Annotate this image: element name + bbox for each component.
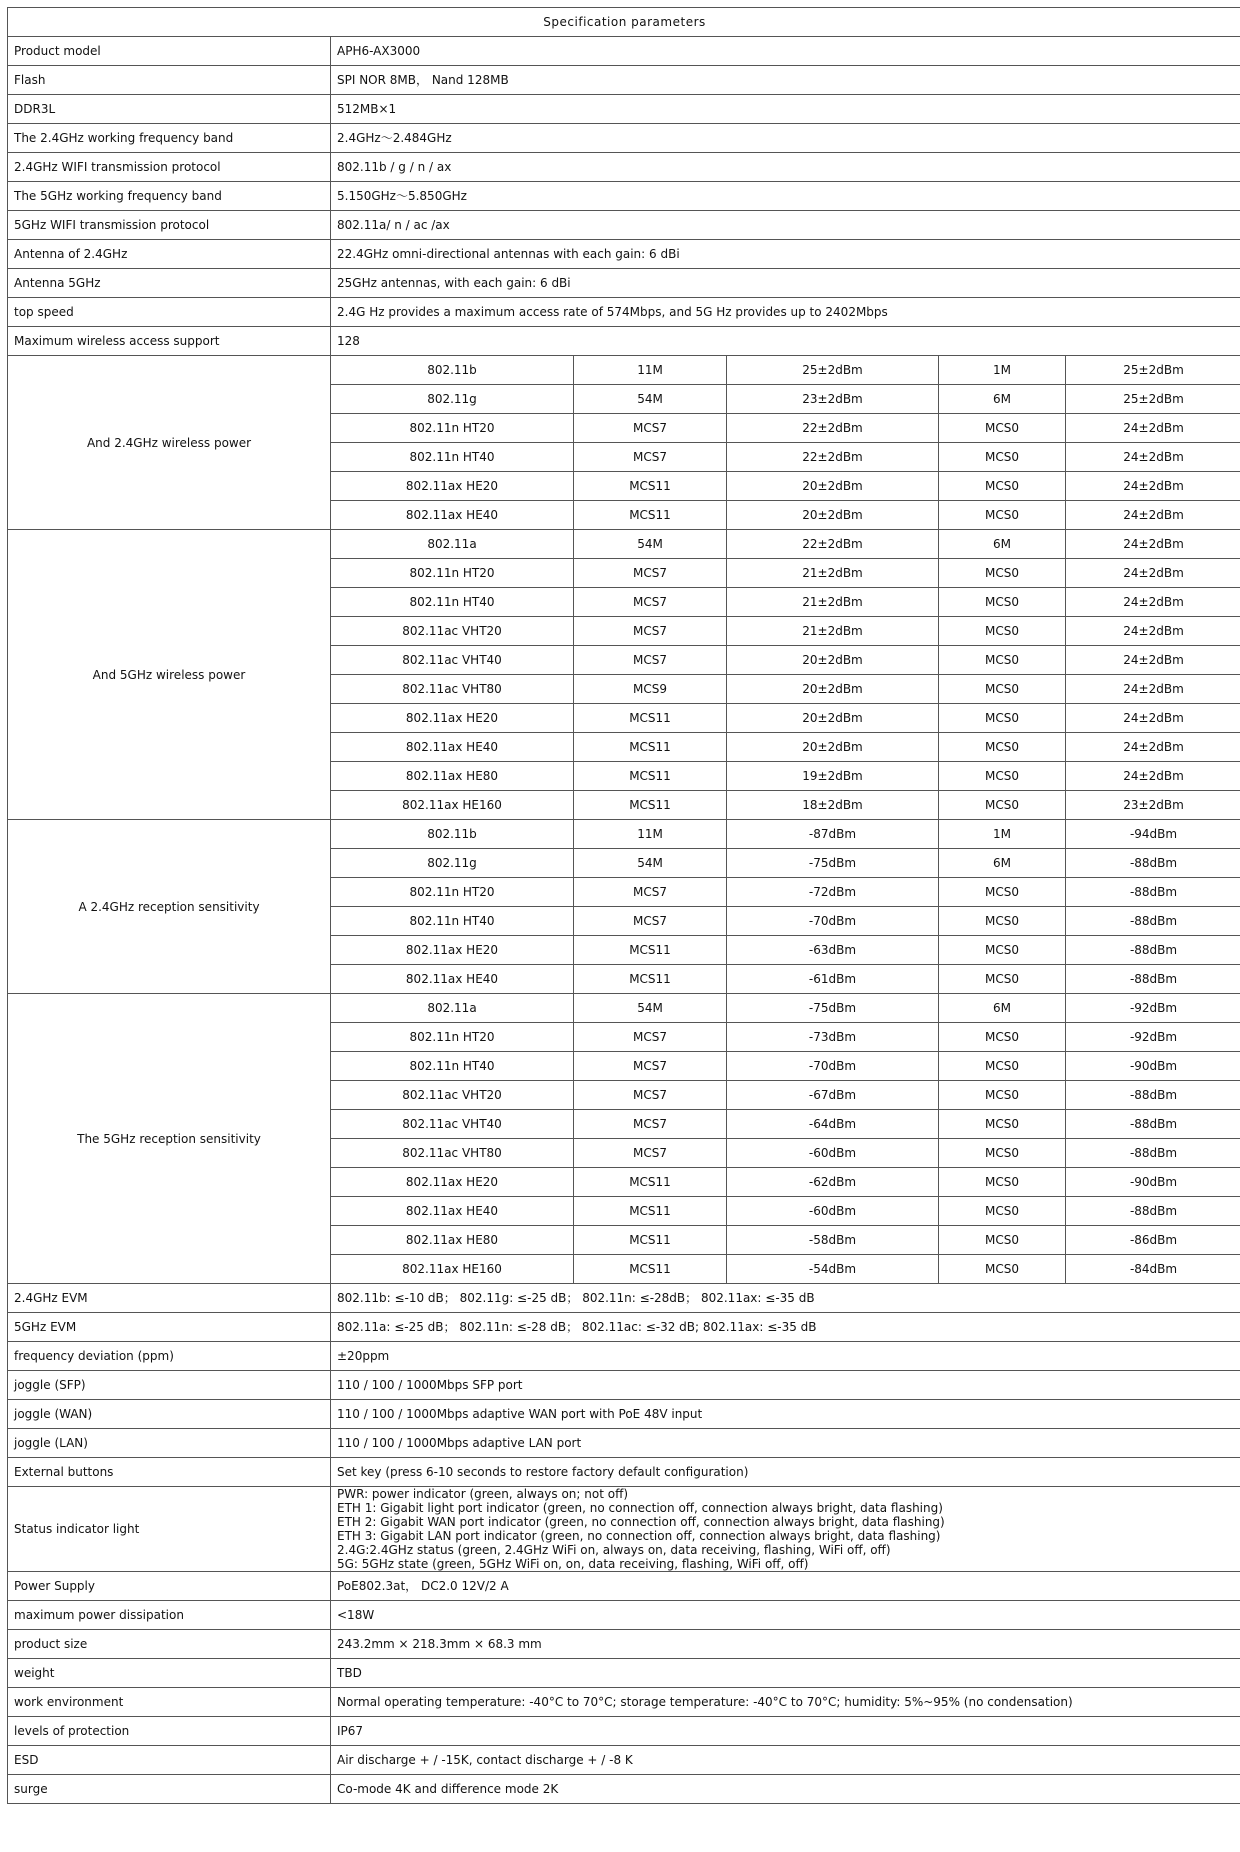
rate-cell: MCS7 bbox=[574, 907, 727, 936]
spec-value: 802.11b / g / n / ax bbox=[331, 153, 1240, 182]
mode-cell: 802.11ax HE40 bbox=[331, 733, 574, 762]
level-low-cell: 24±2dBm bbox=[1066, 414, 1240, 443]
rate-cell: MCS7 bbox=[574, 617, 727, 646]
rate-low-cell: MCS0 bbox=[939, 414, 1066, 443]
spec-label: joggle (LAN) bbox=[8, 1429, 331, 1458]
spec-row bbox=[8, 1688, 1240, 1717]
level-cell: 25±2dBm bbox=[727, 356, 939, 385]
spec-label: External buttons bbox=[8, 1458, 331, 1487]
rate-cell: MCS11 bbox=[574, 733, 727, 762]
mode-cell: 802.11n HT40 bbox=[331, 588, 574, 617]
spec-value: APH6-AX3000 bbox=[331, 37, 1240, 66]
rate-cell: MCS11 bbox=[574, 1226, 727, 1255]
level-low-cell: 24±2dBm bbox=[1066, 617, 1240, 646]
level-cell: 20±2dBm bbox=[727, 501, 939, 530]
mode-cell: 802.11ax HE160 bbox=[331, 1255, 574, 1284]
spec-label: 2.4GHz WIFI transmission protocol bbox=[8, 153, 331, 182]
level-low-cell: 25±2dBm bbox=[1066, 356, 1240, 385]
spec-label: Product model bbox=[8, 37, 331, 66]
spec-row bbox=[8, 1371, 1240, 1400]
level-cell: -64dBm bbox=[727, 1110, 939, 1139]
spec-row bbox=[8, 1601, 1240, 1630]
spec-value: ±20ppm bbox=[331, 1342, 1240, 1371]
mode-cell: 802.11b bbox=[331, 820, 574, 849]
status-line: ETH 2: Gigabit WAN port indicator (green, no connection off, connection always bright, data flashing) bbox=[337, 1515, 945, 1529]
mode-cell: 802.11n HT20 bbox=[331, 878, 574, 907]
mode-cell: 802.11ax HE20 bbox=[331, 704, 574, 733]
level-low-cell: 24±2dBm bbox=[1066, 443, 1240, 472]
spec-row bbox=[8, 153, 1240, 182]
mode-cell: 802.11ac VHT80 bbox=[331, 675, 574, 704]
status-line: ETH 1: Gigabit light port indicator (green, no connection off, connection always bright, data flashing) bbox=[337, 1501, 943, 1515]
spec-label: joggle (SFP) bbox=[8, 1371, 331, 1400]
spec-label: Maximum wireless access support bbox=[8, 327, 331, 356]
spec-row bbox=[8, 1342, 1240, 1371]
rate-cell: 54M bbox=[574, 994, 727, 1023]
rate-cell: MCS11 bbox=[574, 762, 727, 791]
spec-value: TBD bbox=[331, 1659, 1240, 1688]
level-low-cell: -92dBm bbox=[1066, 994, 1240, 1023]
level-cell: -54dBm bbox=[727, 1255, 939, 1284]
rate-cell: MCS11 bbox=[574, 1255, 727, 1284]
spec-row bbox=[8, 269, 1240, 298]
mode-cell: 802.11n HT40 bbox=[331, 443, 574, 472]
level-cell: -60dBm bbox=[727, 1197, 939, 1226]
level-cell: -72dBm bbox=[727, 878, 939, 907]
spec-value: 110 / 100 / 1000Mbps SFP port bbox=[331, 1371, 1240, 1400]
level-cell: 22±2dBm bbox=[727, 443, 939, 472]
rate-low-cell: 6M bbox=[939, 385, 1066, 414]
rate-cell: MCS11 bbox=[574, 791, 727, 820]
level-cell: -70dBm bbox=[727, 1052, 939, 1081]
mode-cell: 802.11ac VHT20 bbox=[331, 1081, 574, 1110]
spec-row bbox=[8, 124, 1240, 153]
rate-low-cell: MCS0 bbox=[939, 704, 1066, 733]
spec-row bbox=[8, 1659, 1240, 1688]
level-cell: -75dBm bbox=[727, 994, 939, 1023]
spec-label: The 2.4GHz working frequency band bbox=[8, 124, 331, 153]
title-row bbox=[8, 8, 1240, 37]
mode-cell: 802.11ax HE80 bbox=[331, 1226, 574, 1255]
mode-cell: 802.11n HT20 bbox=[331, 1023, 574, 1052]
level-cell: -62dBm bbox=[727, 1168, 939, 1197]
level-cell: -67dBm bbox=[727, 1081, 939, 1110]
rate-low-cell: 6M bbox=[939, 849, 1066, 878]
rate-low-cell: MCS0 bbox=[939, 1168, 1066, 1197]
level-cell: 20±2dBm bbox=[727, 472, 939, 501]
spec-value: 25GHz antennas, with each gain: 6 dBi bbox=[331, 269, 1240, 298]
level-cell: 20±2dBm bbox=[727, 675, 939, 704]
level-low-cell: -88dBm bbox=[1066, 1139, 1240, 1168]
status-row bbox=[8, 1487, 1240, 1572]
level-low-cell: 24±2dBm bbox=[1066, 646, 1240, 675]
spec-value: 110 / 100 / 1000Mbps adaptive WAN port with PoE 48V input bbox=[331, 1400, 1240, 1429]
group-label: And 5GHz wireless power bbox=[8, 530, 331, 820]
level-low-cell: 24±2dBm bbox=[1066, 559, 1240, 588]
level-cell: 20±2dBm bbox=[727, 646, 939, 675]
rate-low-cell: 6M bbox=[939, 530, 1066, 559]
level-low-cell: -88dBm bbox=[1066, 1081, 1240, 1110]
spec-value: 2.4G Hz provides a maximum access rate of 574Mbps, and 5G Hz provides up to 2402Mbps bbox=[331, 298, 1240, 327]
spec-value: SPI NOR 8MB， Nand 128MB bbox=[331, 66, 1240, 95]
spec-label: top speed bbox=[8, 298, 331, 327]
spec-row bbox=[8, 1284, 1240, 1313]
spec-row bbox=[8, 211, 1240, 240]
rate-low-cell: MCS0 bbox=[939, 1110, 1066, 1139]
rate-cell: MCS7 bbox=[574, 1110, 727, 1139]
status-line: 2.4G:2.4GHz status (green, 2.4GHz WiFi on, always on, data receiving, flashing, WiFi off, off) bbox=[337, 1543, 891, 1557]
level-cell: 21±2dBm bbox=[727, 617, 939, 646]
spec-label: 5GHz EVM bbox=[8, 1313, 331, 1342]
level-low-cell: 24±2dBm bbox=[1066, 501, 1240, 530]
mode-cell: 802.11g bbox=[331, 385, 574, 414]
spec-row bbox=[8, 182, 1240, 211]
group-label: A 2.4GHz reception sensitivity bbox=[8, 820, 331, 994]
status-line: PWR: power indicator (green, always on; not off) bbox=[337, 1487, 629, 1501]
level-low-cell: -88dBm bbox=[1066, 878, 1240, 907]
spec-value: 22.4GHz omni-directional antennas with each gain: 6 dBi bbox=[331, 240, 1240, 269]
rate-low-cell: MCS0 bbox=[939, 907, 1066, 936]
rate-low-cell: MCS0 bbox=[939, 965, 1066, 994]
mode-cell: 802.11ax HE20 bbox=[331, 936, 574, 965]
spec-value: 2.4GHz～2.484GHz bbox=[331, 124, 1240, 153]
spec-label: DDR3L bbox=[8, 95, 331, 124]
spec-label: surge bbox=[8, 1775, 331, 1804]
spec-row bbox=[8, 1400, 1240, 1429]
level-low-cell: -88dBm bbox=[1066, 1110, 1240, 1139]
level-cell: 20±2dBm bbox=[727, 704, 939, 733]
status-label: Status indicator light bbox=[8, 1487, 331, 1572]
rate-low-cell: MCS0 bbox=[939, 443, 1066, 472]
level-low-cell: 24±2dBm bbox=[1066, 733, 1240, 762]
spec-label: The 5GHz working frequency band bbox=[8, 182, 331, 211]
rate-cell: MCS9 bbox=[574, 675, 727, 704]
spec-label: Antenna of 2.4GHz bbox=[8, 240, 331, 269]
spec-row bbox=[8, 37, 1240, 66]
spec-row bbox=[8, 66, 1240, 95]
level-cell: 21±2dBm bbox=[727, 559, 939, 588]
spec-value: 5.150GHz～5.850GHz bbox=[331, 182, 1240, 211]
rate-cell: MCS7 bbox=[574, 443, 727, 472]
mode-cell: 802.11b bbox=[331, 356, 574, 385]
spec-value: 802.11a/ n / ac /ax bbox=[331, 211, 1240, 240]
rate-cell: 11M bbox=[574, 820, 727, 849]
group-row bbox=[8, 994, 1240, 1023]
mode-cell: 802.11ax HE20 bbox=[331, 1168, 574, 1197]
level-low-cell: -92dBm bbox=[1066, 1023, 1240, 1052]
group-label: The 5GHz reception sensitivity bbox=[8, 994, 331, 1284]
rate-cell: MCS7 bbox=[574, 1139, 727, 1168]
spec-row bbox=[8, 1572, 1240, 1601]
mode-cell: 802.11ax HE40 bbox=[331, 501, 574, 530]
rate-low-cell: MCS0 bbox=[939, 733, 1066, 762]
spec-value: Normal operating temperature: -40°C to 70°C; storage temperature: -40°C to 70°C; humidity: 5%~95% (no condensation) bbox=[331, 1688, 1240, 1717]
spec-label: Flash bbox=[8, 66, 331, 95]
mode-cell: 802.11ax HE40 bbox=[331, 1197, 574, 1226]
level-low-cell: 24±2dBm bbox=[1066, 588, 1240, 617]
spec-label: frequency deviation (ppm) bbox=[8, 1342, 331, 1371]
rate-cell: MCS7 bbox=[574, 646, 727, 675]
mode-cell: 802.11a bbox=[331, 530, 574, 559]
level-low-cell: -90dBm bbox=[1066, 1052, 1240, 1081]
rate-low-cell: MCS0 bbox=[939, 936, 1066, 965]
spec-row bbox=[8, 298, 1240, 327]
spec-table bbox=[7, 7, 1240, 1804]
spec-value: IP67 bbox=[331, 1717, 1240, 1746]
spec-row bbox=[8, 1630, 1240, 1659]
rate-low-cell: MCS0 bbox=[939, 1255, 1066, 1284]
spec-value: Co-mode 4K and difference mode 2K bbox=[331, 1775, 1240, 1804]
level-cell: 22±2dBm bbox=[727, 530, 939, 559]
level-low-cell: -88dBm bbox=[1066, 936, 1240, 965]
rate-low-cell: MCS0 bbox=[939, 1226, 1066, 1255]
level-cell: 22±2dBm bbox=[727, 414, 939, 443]
spec-row bbox=[8, 1429, 1240, 1458]
spec-row bbox=[8, 1775, 1240, 1804]
spec-value: Air discharge + / -15K, contact discharge + / -8 K bbox=[331, 1746, 1240, 1775]
level-low-cell: 24±2dBm bbox=[1066, 530, 1240, 559]
spec-label: 5GHz WIFI transmission protocol bbox=[8, 211, 331, 240]
rate-low-cell: MCS0 bbox=[939, 1081, 1066, 1110]
level-low-cell: -88dBm bbox=[1066, 1197, 1240, 1226]
mode-cell: 802.11a bbox=[331, 994, 574, 1023]
rate-low-cell: MCS0 bbox=[939, 1023, 1066, 1052]
rate-low-cell: MCS0 bbox=[939, 646, 1066, 675]
spec-value: 512MB×1 bbox=[331, 95, 1240, 124]
spec-label: Antenna 5GHz bbox=[8, 269, 331, 298]
level-cell: -70dBm bbox=[727, 907, 939, 936]
spec-value: 110 / 100 / 1000Mbps adaptive LAN port bbox=[331, 1429, 1240, 1458]
spec-value: 802.11a: ≤-25 dB； 802.11n: ≤-28 dB； 802.11ac: ≤-32 dB; 802.11ax: ≤-35 dB bbox=[331, 1313, 1240, 1342]
level-low-cell: -86dBm bbox=[1066, 1226, 1240, 1255]
spec-label: work environment bbox=[8, 1688, 331, 1717]
level-cell: -58dBm bbox=[727, 1226, 939, 1255]
spec-value: 128 bbox=[331, 327, 1240, 356]
spec-row bbox=[8, 1313, 1240, 1342]
rate-low-cell: 1M bbox=[939, 356, 1066, 385]
spec-table-body bbox=[8, 8, 1240, 1804]
level-low-cell: 24±2dBm bbox=[1066, 675, 1240, 704]
level-low-cell: -88dBm bbox=[1066, 965, 1240, 994]
level-cell: -60dBm bbox=[727, 1139, 939, 1168]
rate-low-cell: MCS0 bbox=[939, 559, 1066, 588]
rate-cell: 54M bbox=[574, 385, 727, 414]
mode-cell: 802.11ax HE20 bbox=[331, 472, 574, 501]
level-low-cell: 24±2dBm bbox=[1066, 472, 1240, 501]
rate-low-cell: MCS0 bbox=[939, 1139, 1066, 1168]
spec-label: 2.4GHz EVM bbox=[8, 1284, 331, 1313]
level-cell: 21±2dBm bbox=[727, 588, 939, 617]
spec-label: Power Supply bbox=[8, 1572, 331, 1601]
rate-low-cell: MCS0 bbox=[939, 1052, 1066, 1081]
rate-low-cell: 6M bbox=[939, 994, 1066, 1023]
rate-low-cell: MCS0 bbox=[939, 1197, 1066, 1226]
rate-cell: MCS11 bbox=[574, 965, 727, 994]
status-line: 5G: 5GHz state (green, 5GHz WiFi on, on, data receiving, flashing, WiFi off, off) bbox=[337, 1557, 809, 1571]
level-low-cell: -90dBm bbox=[1066, 1168, 1240, 1197]
level-cell: -73dBm bbox=[727, 1023, 939, 1052]
spec-label: levels of protection bbox=[8, 1717, 331, 1746]
level-low-cell: 25±2dBm bbox=[1066, 385, 1240, 414]
rate-cell: MCS11 bbox=[574, 1197, 727, 1226]
level-cell: -75dBm bbox=[727, 849, 939, 878]
rate-low-cell: MCS0 bbox=[939, 675, 1066, 704]
spec-label: weight bbox=[8, 1659, 331, 1688]
spec-value: <18W bbox=[331, 1601, 1240, 1630]
mode-cell: 802.11n HT20 bbox=[331, 414, 574, 443]
rate-low-cell: MCS0 bbox=[939, 791, 1066, 820]
rate-cell: MCS7 bbox=[574, 588, 727, 617]
level-low-cell: -88dBm bbox=[1066, 849, 1240, 878]
spec-row bbox=[8, 1458, 1240, 1487]
rate-low-cell: MCS0 bbox=[939, 472, 1066, 501]
level-low-cell: 24±2dBm bbox=[1066, 762, 1240, 791]
mode-cell: 802.11n HT20 bbox=[331, 559, 574, 588]
rate-cell: MCS11 bbox=[574, 704, 727, 733]
rate-low-cell: MCS0 bbox=[939, 762, 1066, 791]
spec-row bbox=[8, 1717, 1240, 1746]
rate-cell: 54M bbox=[574, 849, 727, 878]
spec-row bbox=[8, 240, 1240, 269]
rate-low-cell: MCS0 bbox=[939, 878, 1066, 907]
status-line: ETH 3: Gigabit LAN port indicator (green, no connection off, connection always bright, data flashing) bbox=[337, 1529, 941, 1543]
level-low-cell: -88dBm bbox=[1066, 907, 1240, 936]
mode-cell: 802.11ac VHT40 bbox=[331, 1110, 574, 1139]
rate-cell: MCS11 bbox=[574, 1168, 727, 1197]
rate-cell: 11M bbox=[574, 356, 727, 385]
mode-cell: 802.11ax HE160 bbox=[331, 791, 574, 820]
level-low-cell: -84dBm bbox=[1066, 1255, 1240, 1284]
rate-low-cell: 1M bbox=[939, 820, 1066, 849]
spec-row bbox=[8, 95, 1240, 124]
rate-cell: MCS7 bbox=[574, 1023, 727, 1052]
rate-cell: MCS11 bbox=[574, 472, 727, 501]
group-row bbox=[8, 820, 1240, 849]
spec-value: 802.11b: ≤-10 dB； 802.11g: ≤-25 dB； 802.11n: ≤-28dB； 802.11ax: ≤-35 dB bbox=[331, 1284, 1240, 1313]
level-low-cell: 23±2dBm bbox=[1066, 791, 1240, 820]
rate-cell: MCS11 bbox=[574, 936, 727, 965]
rate-low-cell: MCS0 bbox=[939, 501, 1066, 530]
mode-cell: 802.11ax HE80 bbox=[331, 762, 574, 791]
spec-row bbox=[8, 1746, 1240, 1775]
rate-low-cell: MCS0 bbox=[939, 588, 1066, 617]
rate-cell: MCS7 bbox=[574, 559, 727, 588]
spec-value: 243.2mm × 218.3mm × 68.3 mm bbox=[331, 1630, 1240, 1659]
spec-label: product size bbox=[8, 1630, 331, 1659]
group-row bbox=[8, 356, 1240, 385]
level-cell: 20±2dBm bbox=[727, 733, 939, 762]
level-low-cell: -94dBm bbox=[1066, 820, 1240, 849]
status-value bbox=[331, 1487, 1240, 1572]
mode-cell: 802.11ac VHT40 bbox=[331, 646, 574, 675]
group-label: And 2.4GHz wireless power bbox=[8, 356, 331, 530]
mode-cell: 802.11n HT40 bbox=[331, 907, 574, 936]
rate-cell: MCS7 bbox=[574, 1052, 727, 1081]
level-cell: 18±2dBm bbox=[727, 791, 939, 820]
rate-cell: 54M bbox=[574, 530, 727, 559]
table-title: Specification parameters bbox=[8, 8, 1240, 37]
group-row bbox=[8, 530, 1240, 559]
spec-row bbox=[8, 327, 1240, 356]
mode-cell: 802.11ax HE40 bbox=[331, 965, 574, 994]
spec-value: PoE802.3at， DC2.0 12V/2 A bbox=[331, 1572, 1240, 1601]
rate-cell: MCS7 bbox=[574, 1081, 727, 1110]
rate-cell: MCS7 bbox=[574, 414, 727, 443]
level-cell: 19±2dBm bbox=[727, 762, 939, 791]
level-cell: -63dBm bbox=[727, 936, 939, 965]
level-cell: -87dBm bbox=[727, 820, 939, 849]
level-low-cell: 24±2dBm bbox=[1066, 704, 1240, 733]
rate-cell: MCS11 bbox=[574, 501, 727, 530]
spec-label: ESD bbox=[8, 1746, 331, 1775]
mode-cell: 802.11ac VHT80 bbox=[331, 1139, 574, 1168]
rate-low-cell: MCS0 bbox=[939, 617, 1066, 646]
spec-value: Set key (press 6-10 seconds to restore factory default configuration) bbox=[331, 1458, 1240, 1487]
spec-label: joggle (WAN) bbox=[8, 1400, 331, 1429]
mode-cell: 802.11n HT40 bbox=[331, 1052, 574, 1081]
level-cell: 23±2dBm bbox=[727, 385, 939, 414]
rate-cell: MCS7 bbox=[574, 878, 727, 907]
mode-cell: 802.11ac VHT20 bbox=[331, 617, 574, 646]
spec-label: maximum power dissipation bbox=[8, 1601, 331, 1630]
level-cell: -61dBm bbox=[727, 965, 939, 994]
mode-cell: 802.11g bbox=[331, 849, 574, 878]
